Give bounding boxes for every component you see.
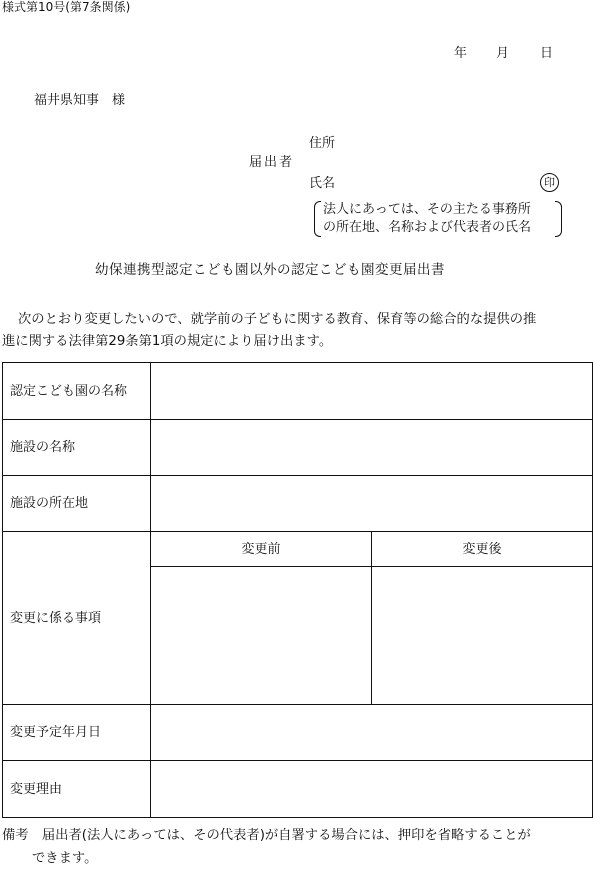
- left-bracket: [314, 201, 321, 237]
- facility-location-label: 施設の所在地: [3, 476, 151, 532]
- change-form-table: [2, 362, 593, 818]
- change-items-label: 変更に係る事項: [3, 532, 151, 705]
- seal-mark: 印: [540, 173, 559, 192]
- table-row: [3, 420, 593, 476]
- corporate-note-line2: の所在地、名称および代表者の氏名: [323, 220, 532, 235]
- table-row: [3, 363, 593, 420]
- corporate-note: [314, 201, 562, 237]
- facility-name-label: 施設の名称: [3, 420, 151, 476]
- remarks-line1: 備考 届出者(法人にあっては、その代表者)が自署する場合には、押印を省略することが: [2, 828, 531, 843]
- facility-location-field[interactable]: [151, 476, 593, 532]
- body-text-line1: 次のとおり変更したいので、就学前の子どもに関する教育、保育等の総合的な提供の推: [18, 312, 537, 327]
- name-label: 氏名: [309, 176, 336, 191]
- right-bracket: [555, 201, 562, 237]
- date-day-label: 日: [540, 46, 554, 61]
- table-row: [3, 532, 593, 567]
- reason-label: 変更理由: [3, 761, 151, 818]
- before-change-field[interactable]: [151, 567, 372, 705]
- after-change-field[interactable]: [372, 567, 593, 705]
- facility-name-field[interactable]: [151, 420, 593, 476]
- table-row: [3, 761, 593, 818]
- table-row: [3, 476, 593, 532]
- before-change-header: 変更前: [151, 532, 372, 567]
- body-text-line2: 進に関する法律第29条第1項の規定により届け出ます。: [2, 334, 333, 349]
- form-number: 様式第10号(第7条関係): [2, 0, 131, 14]
- document-title: 幼保連携型認定こども園以外の認定こども園変更届出書: [95, 262, 445, 278]
- reason-field[interactable]: [151, 761, 593, 818]
- table-row: [3, 705, 593, 761]
- date-year-label: 年: [454, 46, 468, 61]
- remarks-line2: できます。: [32, 851, 98, 866]
- addressee: 福井県知事 様: [34, 93, 126, 108]
- date-month-label: 月: [496, 46, 510, 61]
- planned-date-field[interactable]: [151, 705, 593, 761]
- notifier-label: 届出者: [249, 155, 295, 170]
- center-name-field[interactable]: [151, 363, 593, 420]
- after-change-header: 変更後: [372, 532, 593, 567]
- address-label: 住所: [309, 136, 336, 151]
- planned-date-label: 変更予定年月日: [3, 705, 151, 761]
- corporate-note-line1: 法人にあっては、その主たる事務所: [323, 202, 531, 217]
- center-name-label: 認定こども園の名称: [3, 363, 151, 420]
